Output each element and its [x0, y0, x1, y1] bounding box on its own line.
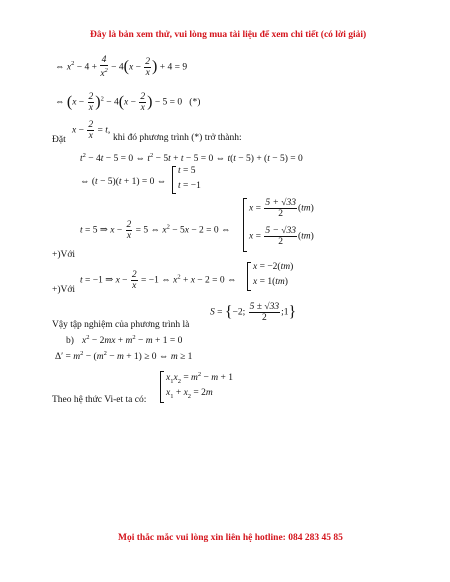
bracket: [160, 371, 164, 403]
vieta-sum: $x_1 + x_2 = 2m$: [166, 388, 213, 400]
dat-label: Đặt: [52, 135, 66, 145]
equation-factor: ⇔ (t − 5)(t + 1) = 0 ⇔: [80, 177, 167, 187]
case-t-1: t = −1 ⇒ x − $\frac{2}{x}$ = −1 ⇔ $x^2 + x - 2 = 0$ ⇔: [80, 270, 237, 291]
vieta-product: $x_1x_2 = m^2 - m + 1$: [166, 371, 234, 386]
preview-banner: Đây là bản xem thử, vui lòng mua tài liệu để xem chi tiết (có lời giải): [90, 30, 367, 40]
root-t2: t = −1: [178, 181, 201, 191]
root-x3: x = −2(tm): [253, 262, 294, 272]
root-x4: x = 1(tm): [253, 277, 288, 287]
hotline-footer: Mọi thắc mắc vui lòng xin liên hệ hotline: 084 283 45 85: [118, 533, 343, 543]
vieta-text: Theo hệ thức Vi-et ta có:: [52, 395, 147, 405]
conclusion-text: Vậy tập nghiệm của phương trình là: [52, 320, 190, 330]
solution-set: S = {−2; $\frac{5 \pm √33}{2}$ ;1}: [210, 302, 297, 323]
bracket: [172, 166, 176, 194]
equation-t: $t^2 - 4t - 5 = 0$ ⇔ $t^2 - 5t + t - 5 = 0$ ⇔ t(t − 5) + (t − 5) = 0: [80, 152, 303, 165]
part-b-label: b): [66, 336, 74, 346]
root-x1: x = $\frac{5 + √33}{2}$ (tm): [249, 198, 314, 219]
substitution: x − $\frac{2}{x}$ = t,: [72, 120, 111, 141]
bracket: [243, 198, 247, 252]
voi-2: +)Với: [52, 285, 76, 295]
equation-line-1: ⇔ $x^2 - 4$ + $\frac{4}{x^2}$ − 4(x − $\frac{2}{x}$ ) + 4 = 9: [55, 55, 188, 80]
equation-b: $x^2 - 2mx + m^2 - m + 1 = 0$: [82, 334, 183, 347]
discriminant: $\Delta' = m^2 - (m^2 - m + 1) \ge 0$ ⇔ m ≥ 1: [55, 350, 193, 363]
bracket: [247, 262, 251, 291]
star-label: (*): [189, 97, 201, 108]
khi-do-text: khi đó phương trình (*) trở thành:: [113, 133, 242, 143]
root-t1: t = 5: [178, 166, 196, 176]
case-t5: t = 5 ⇒ x − $\frac{2}{x}$ = 5 ⇔ $x^2 - 5x - 2 = 0$ ⇔: [80, 220, 231, 241]
equation-line-2: ⇔ (x − $\frac{2}{x}$ )$^2$ − 4(x − $\frac{2}{x}$ ) − 5 = 0 (*): [55, 92, 201, 113]
root-x2: x = $\frac{5 - √33}{2}$ (tm): [249, 226, 314, 247]
voi-1: +)Với: [52, 250, 76, 260]
